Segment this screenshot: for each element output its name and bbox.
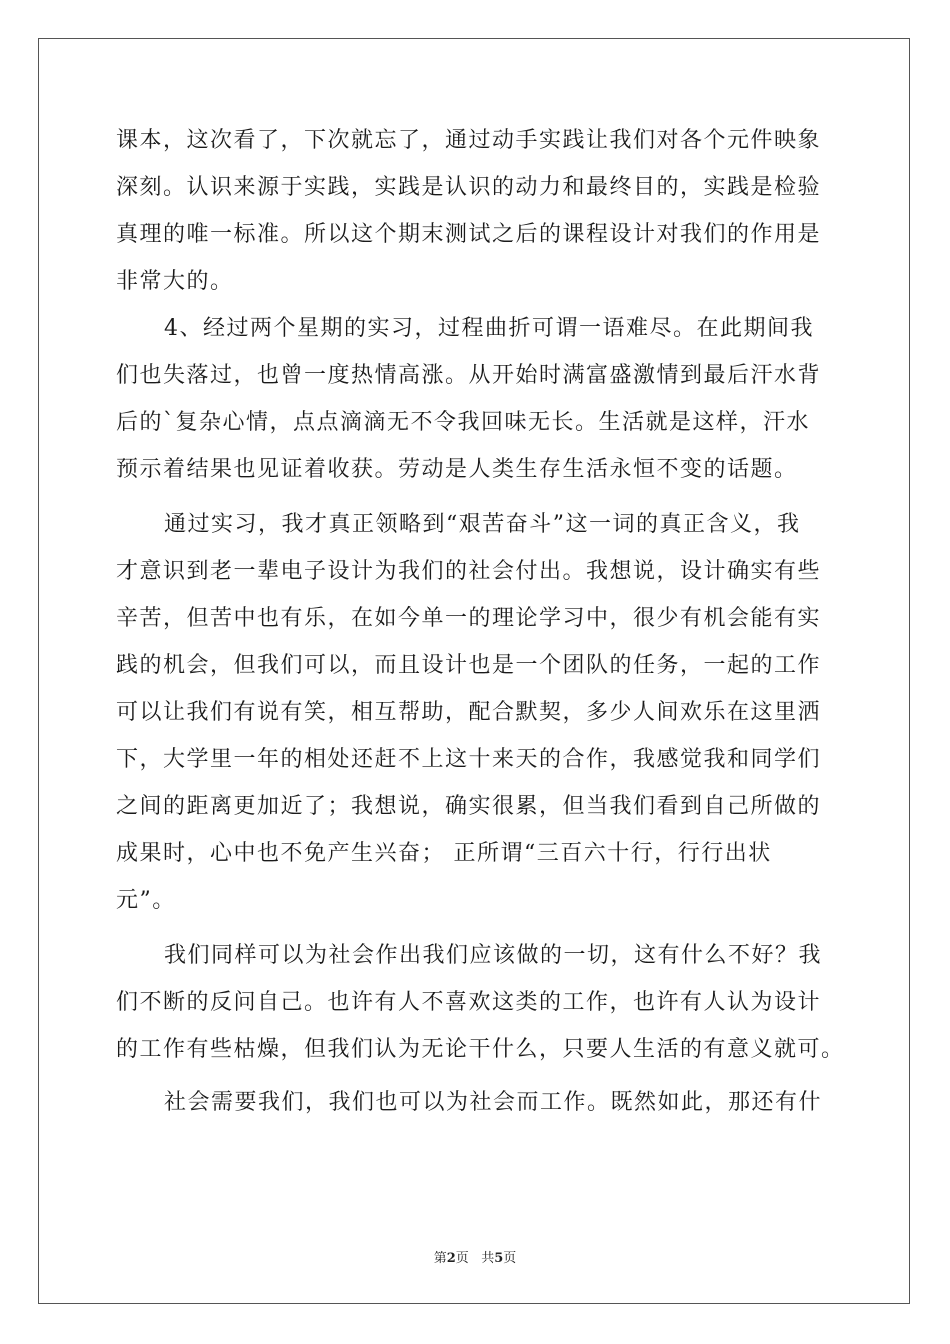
text-line: 可以让我们有说有笑，相互帮助，配合默契，多少人间欢乐在这里洒 <box>116 700 822 725</box>
text-line: 元”。 <box>116 888 176 913</box>
text-line: 社会需要我们，我们也可以为社会而工作。既然如此，那还有什 <box>164 1090 823 1115</box>
text-line: 非常大的。 <box>116 269 234 294</box>
page-number-current: 2 <box>446 1251 456 1266</box>
text-line: 之间的距离更加近了；我想说，确实很累，但当我们看到自己所做的 <box>116 794 822 819</box>
page-number-mid: 页 共 <box>455 1251 495 1266</box>
text-line: 们不断的反问自己。也许有人不喜欢这类的工作，也许有人认为设计 <box>116 990 822 1015</box>
text-line: 我们同样可以为社会作出我们应该做的一切，这有什么不好？我 <box>164 943 823 968</box>
text-line: 课本，这次看了，下次就忘了，通过动手实践让我们对各个元件映象 <box>116 128 822 153</box>
text-line: 预示着结果也见证着收获。劳动是人类生存生活永恒不变的话题。 <box>116 457 798 482</box>
text-line: 真理的唯一标准。所以这个期末测试之后的课程设计对我们的作用是 <box>116 222 822 247</box>
page-footer <box>0 1247 950 1266</box>
text-line: 们也失落过，也曾一度热情高涨。从开始时满富盛激情到最后汗水背 <box>116 363 822 388</box>
text-line: 后的`复杂心情，点点滴滴无不令我回味无长。生活就是这样，汗水 <box>116 410 811 435</box>
text-line: 成果时，心中也不免产生兴奋； 正所谓“三百六十行，行行出状 <box>116 841 772 866</box>
text-line: 通过实习，我才真正领略到“艰苦奋斗”这一词的真正含义，我 <box>164 512 801 537</box>
page-number-total: 5 <box>494 1251 504 1266</box>
text-line: 下，大学里一年的相处还赶不上这十来天的合作，我感觉我和同学们 <box>116 747 822 772</box>
text-line: 4、经过两个星期的实习，过程曲折可谓一语难尽。在此期间我 <box>164 316 814 341</box>
page-number-prefix: 第 <box>433 1251 447 1266</box>
text-line: 才意识到老一辈电子设计为我们的社会付出。我想说，设计确实有些 <box>116 559 822 584</box>
text-line: 深刻。认识来源于实践，实践是认识的动力和最终目的，实践是检验 <box>116 175 822 200</box>
page-number-suffix: 页 <box>503 1251 517 1266</box>
text-line: 的工作有些枯燥，但我们认为无论干什么，只要人生活的有意义就可。 <box>116 1037 845 1062</box>
text-line: 践的机会，但我们可以，而且设计也是一个团队的任务，一起的工作 <box>116 653 822 678</box>
text-line: 辛苦，但苦中也有乐，在如今单一的理论学习中，很少有机会能有实 <box>116 606 822 631</box>
